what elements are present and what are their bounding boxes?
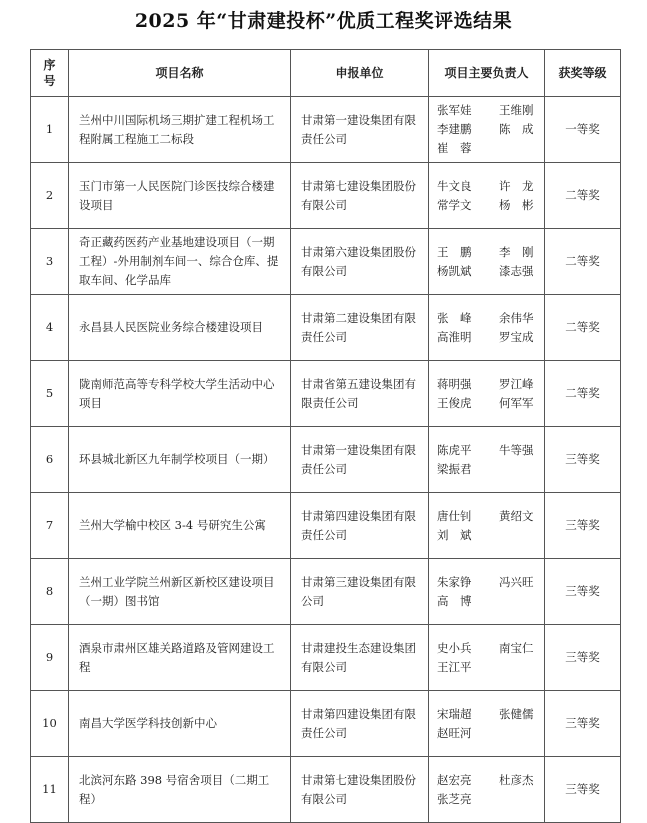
table-row [31,229,621,295]
leader-name: 宋瑞超 [437,706,472,721]
project-name: 酒泉市肃州区雄关路道路及管网建设工程 [69,625,291,691]
leader-name: 蒋明强 [437,376,472,391]
award-level: 三等奖 [545,625,621,691]
table-row [31,361,621,427]
leaders-line [437,771,538,790]
award-level: 一等奖 [545,97,621,163]
leaders-line [437,526,538,545]
leader-name: 崔 蓉 [437,141,472,155]
applicant-unit: 甘肃第三建设集团有限公司 [291,559,429,625]
project-leaders [429,493,545,559]
leader-name: 许 龙 [499,178,534,193]
leader-name: 牛等强 [499,442,534,457]
row-number: 4 [31,295,69,361]
row-number: 8 [31,559,69,625]
leader-name: 刘 斌 [437,527,472,542]
leader-name: 漆志强 [499,263,534,278]
leader-name: 高 博 [437,593,472,608]
header-no: 序号 [31,50,69,97]
leader-name: 朱家铮 [437,574,472,589]
header-people: 项目主要负责人 [429,50,545,97]
leader-name: 张芝亮 [437,791,472,806]
applicant-unit: 甘肃第六建设集团股份有限公司 [291,229,429,295]
table-row [31,625,621,691]
leaders-line [437,460,538,479]
row-number: 10 [31,691,69,757]
leaders-line [437,375,538,394]
row-number: 2 [31,163,69,229]
project-name: 南昌大学医学科技创新中心 [69,691,291,757]
leader-name: 杜彦杰 [499,772,534,787]
leaders-line [437,724,538,743]
project-leaders [429,427,545,493]
project-name: 北滨河东路 398 号宿舍项目（二期工程） [69,757,291,823]
leader-name: 王 鹏 [437,244,472,259]
leader-name: 余伟华 [499,310,534,325]
header-project-name: 项目名称 [69,50,291,97]
leader-name: 李 刚 [499,244,534,259]
leader-name: 冯兴旺 [499,574,534,589]
project-leaders [429,757,545,823]
project-leaders [429,559,545,625]
leader-name: 高淮明 [437,329,472,344]
award-level: 二等奖 [545,295,621,361]
leader-name: 常学文 [437,197,472,212]
leader-name: 陈虎平 [437,442,472,457]
leader-name: 王维刚 [499,103,534,117]
table-header-row [31,50,621,97]
project-name: 兰州大学榆中校区 3-4 号研究生公寓 [69,493,291,559]
leaders-line [437,120,538,139]
row-number: 7 [31,493,69,559]
leader-name: 何军军 [499,395,534,410]
table-row [31,757,621,823]
award-level: 二等奖 [545,361,621,427]
project-leaders [429,295,545,361]
page-title: 2025 年“甘肃建投杯”优质工程奖评选结果 [134,10,513,32]
applicant-unit: 甘肃第四建设集团有限责任公司 [291,691,429,757]
project-name: 奇正藏药医药产业基地建设项目（一期工程）-外用制剂车间一、综合仓库、提取车间、化学品库 [69,229,291,295]
project-name: 环县城北新区九年制学校项目（一期） [69,427,291,493]
table-row [31,163,621,229]
project-name: 兰州中川国际机场三期扩建工程机场工程附属工程施工二标段 [69,97,291,163]
applicant-unit: 甘肃第一建设集团有限责任公司 [291,97,429,163]
award-level: 二等奖 [545,229,621,295]
applicant-unit: 甘肃省第五建设集团有限责任公司 [291,361,429,427]
project-leaders [429,229,545,295]
leaders-line [437,592,538,611]
leaders-line [437,243,538,262]
row-number: 3 [31,229,69,295]
leader-name: 王俊虎 [437,395,472,410]
leaders-line [437,790,538,809]
table-row [31,97,621,163]
leader-name: 王江平 [437,659,472,674]
row-number: 1 [31,97,69,163]
row-number: 11 [31,757,69,823]
applicant-unit: 甘肃第七建设集团股份有限公司 [291,757,429,823]
project-leaders [429,361,545,427]
leader-name: 杨凯斌 [437,263,472,278]
project-name: 玉门市第一人民医院门诊医技综合楼建设项目 [69,163,291,229]
leaders-line [437,507,538,526]
project-leaders [429,691,545,757]
leader-name: 李建鹏 [437,122,472,136]
header-award: 获奖等级 [545,50,621,97]
applicant-unit: 甘肃第一建设集团有限责任公司 [291,427,429,493]
project-leaders [429,625,545,691]
leader-name: 张 峰 [437,310,472,325]
project-name: 兰州工业学院兰州新区新校区建设项目（一期）图书馆 [69,559,291,625]
leaders-line [437,658,538,677]
project-name: 陇南师范高等专科学校大学生活动中心项目 [69,361,291,427]
leader-name: 杨 彬 [499,197,534,212]
leaders-line [437,441,538,460]
leaders-line [437,394,538,413]
leader-name: 赵旺河 [437,725,472,740]
table-row [31,559,621,625]
leader-name: 黄绍文 [499,508,534,523]
row-number: 6 [31,427,69,493]
award-level: 三等奖 [545,493,621,559]
leaders-line [437,196,538,215]
applicant-unit: 甘肃第二建设集团有限责任公司 [291,295,429,361]
leader-name: 张健儒 [499,706,534,721]
table-row [31,295,621,361]
leaders-line [437,139,538,158]
leader-name: 罗江峰 [499,376,534,391]
applicant-unit: 甘肃第四建设集团有限责任公司 [291,493,429,559]
leader-name: 陈 成 [499,122,534,136]
table-row [31,493,621,559]
leader-name: 南宝仁 [499,640,534,655]
project-name: 永昌县人民医院业务综合楼建设项目 [69,295,291,361]
leaders-line [437,573,538,592]
award-level: 三等奖 [545,559,621,625]
leader-name: 赵宏亮 [437,772,472,787]
award-level: 三等奖 [545,427,621,493]
leader-name: 唐仕钊 [437,508,472,523]
table-row [31,427,621,493]
table-row [31,691,621,757]
leaders-line [437,328,538,347]
leader-name: 史小兵 [437,640,472,655]
results-table [30,49,621,823]
header-unit: 申报单位 [291,50,429,97]
leaders-line [437,639,538,658]
applicant-unit: 甘肃第七建设集团股份有限公司 [291,163,429,229]
leaders-line [437,101,538,120]
leader-name: 牛文良 [437,178,472,193]
leader-name: 梁振君 [437,461,472,476]
leaders-line [437,177,538,196]
leaders-line [437,309,538,328]
award-level: 三等奖 [545,691,621,757]
project-leaders [429,163,545,229]
row-number: 9 [31,625,69,691]
award-level: 二等奖 [545,163,621,229]
leaders-line [437,262,538,281]
leaders-line [437,705,538,724]
award-level: 三等奖 [545,757,621,823]
row-number: 5 [31,361,69,427]
leader-name: 罗宝成 [499,329,534,344]
applicant-unit: 甘肃建投生态建设集团有限公司 [291,625,429,691]
leader-name: 张军娃 [437,103,472,117]
project-leaders [429,97,545,163]
